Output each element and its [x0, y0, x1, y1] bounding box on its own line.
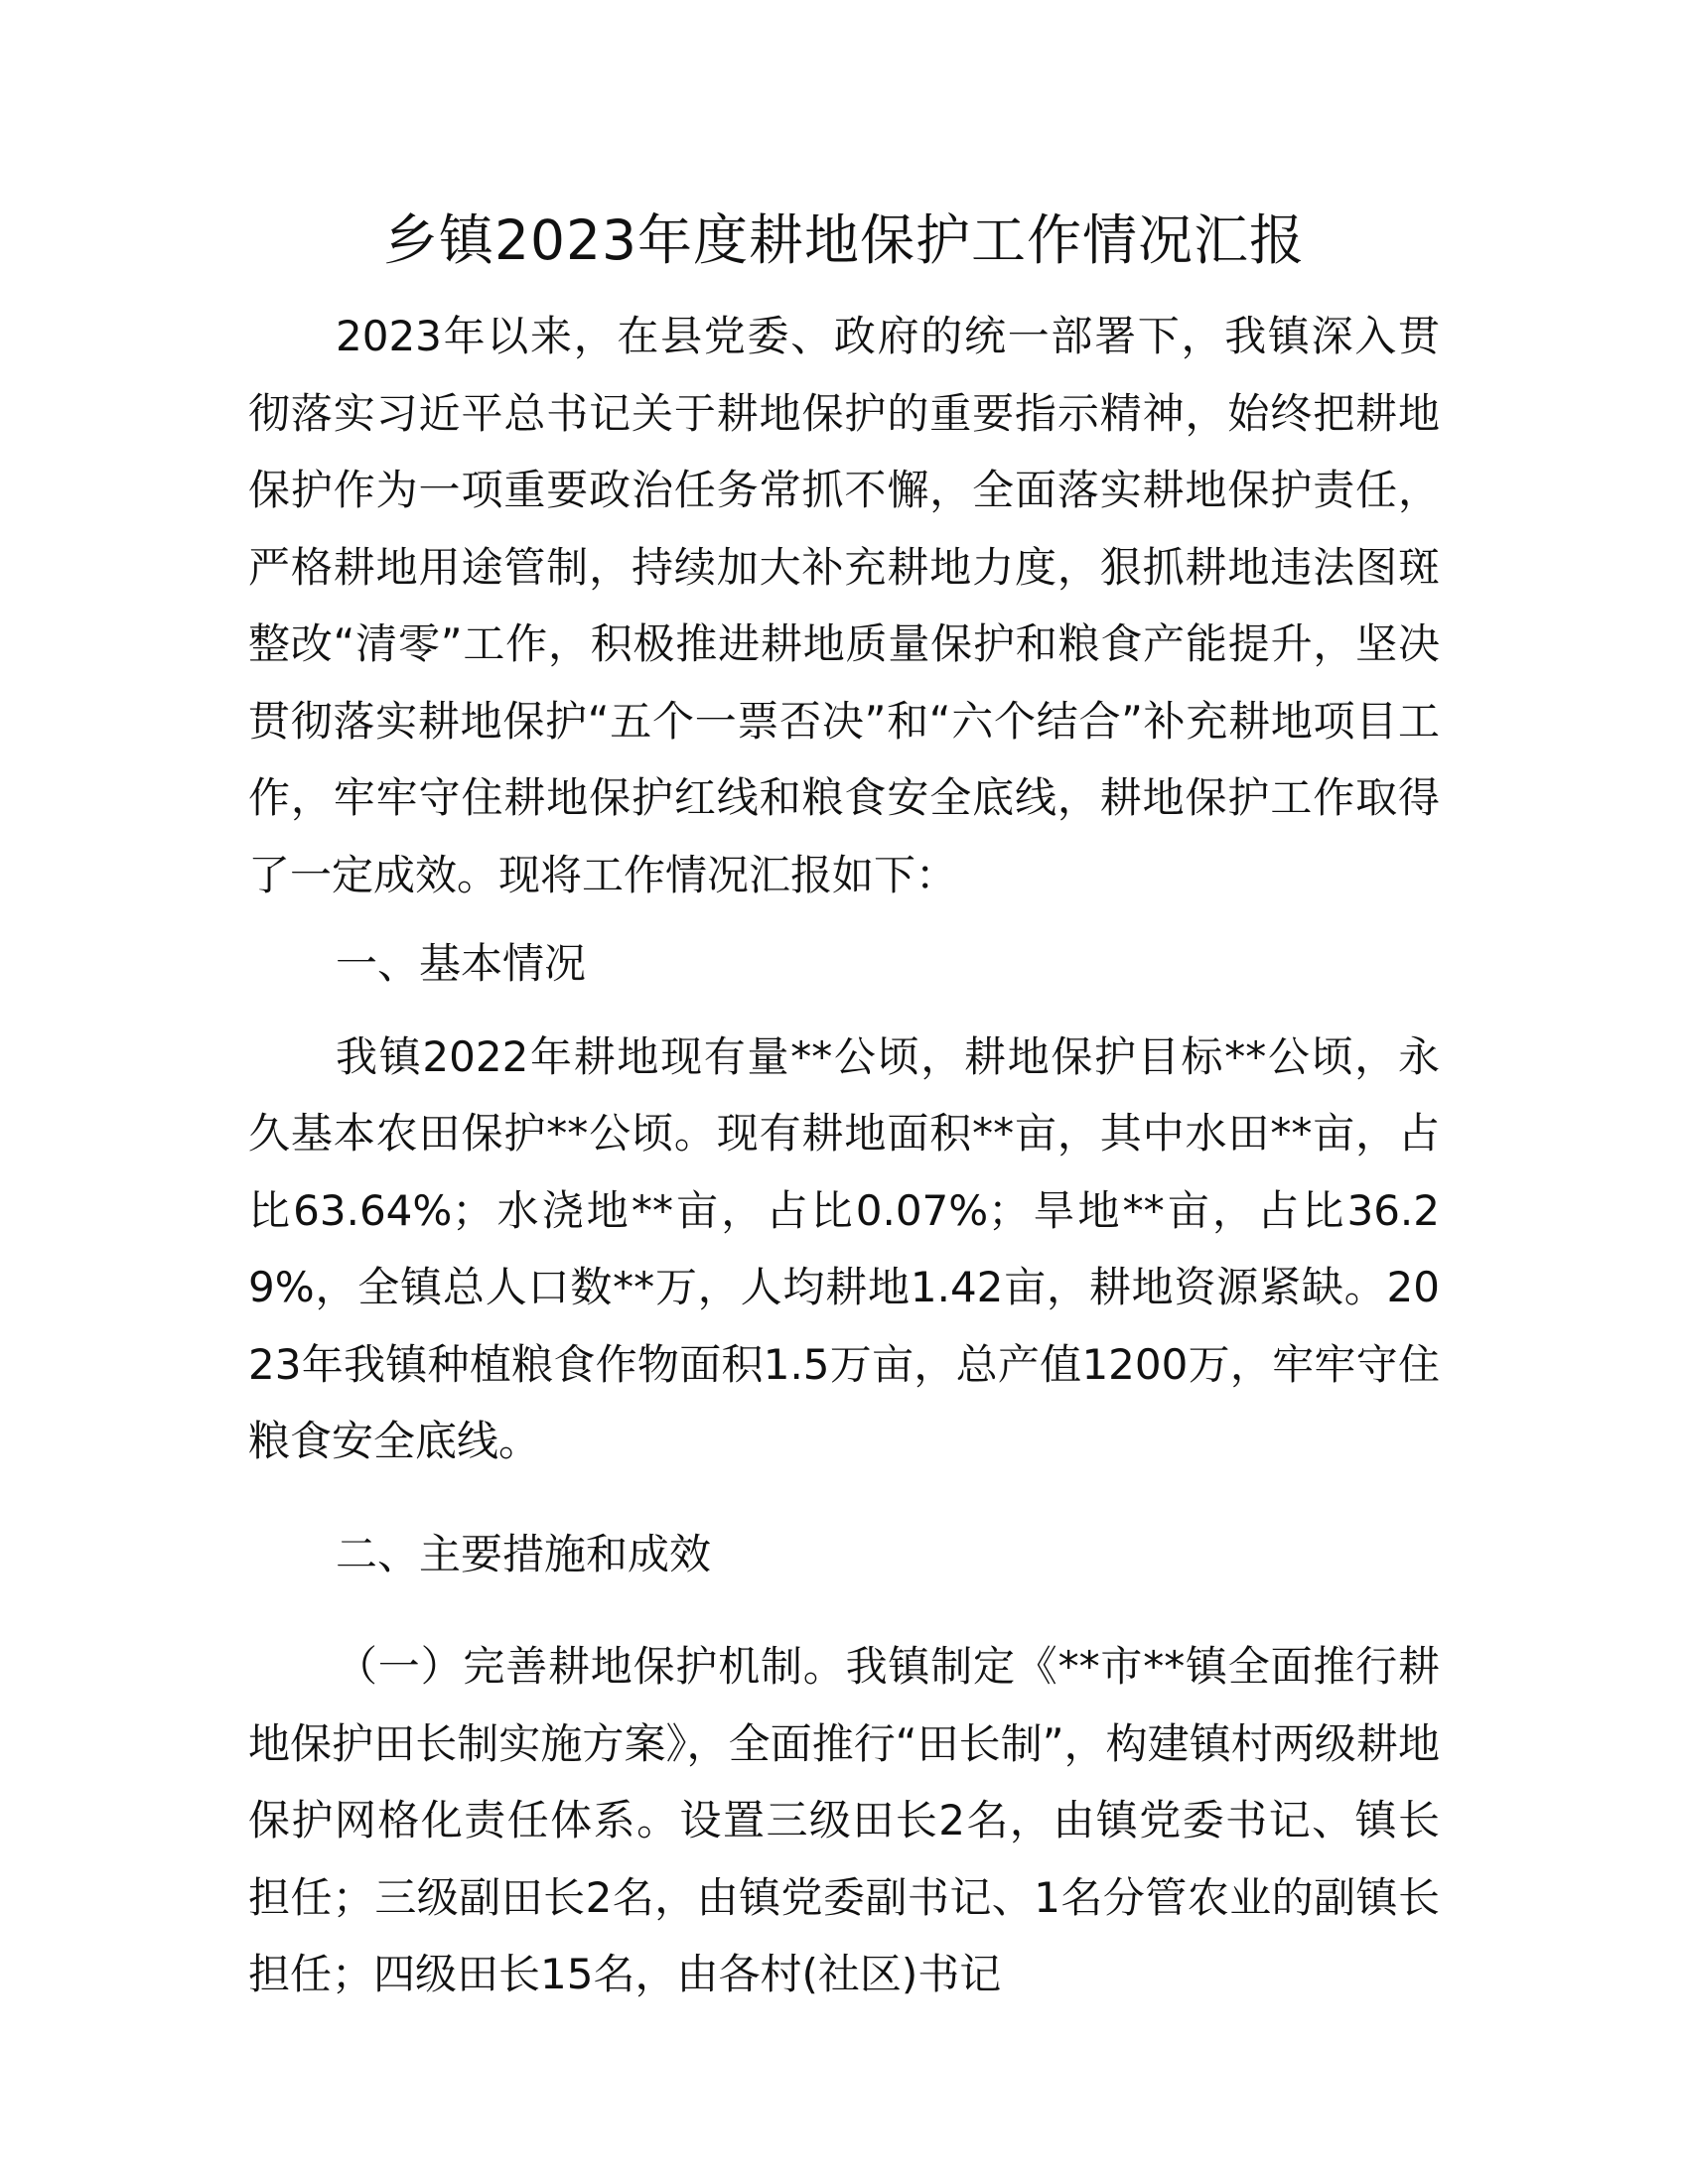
basic-info-paragraph: 我镇2022年耕地现有量**公顷，耕地保护目标**公顷，永久基本农田保护**公顷。现有耕地面积**亩，其中水田**亩，占比63.64%；水浇地**亩，占比0.07%；旱地**亩，占比36.29%，全镇总人口数**万，人均耕地1.42亩，耕地资源紧缺。2023年我镇种植粮食作物面积1.5万亩，总产值1200万，牢牢守住粮食安全底线。 [248, 1031, 1440, 1465]
spacer [248, 913, 1440, 925]
intro-paragraph: 2023年以来，在县党委、政府的统一部署下，我镇深入贯彻落实习近平总书记关于耕地保护的重要指示精神，始终把耕地保护作为一项重要政治任务常抓不懈，全面落实耕地保护责任，严格耕地用途管制，持续加大补充耕地力度，狠抓耕地违法图斑整改“清零”工作，积极推进耕地质量保护和粮食产能提升，坚决贯彻落实耕地保护“五个一票否决”和“六个结合”补充耕地项目工作，牢牢守住耕地保护红线和粮食安全底线，耕地保护工作取得了一定成效。现将工作情况汇报如下： [248, 312, 1440, 899]
spacer [248, 1003, 1440, 1019]
section-heading-measures: 二、主要措施和成效 [336, 1529, 712, 1578]
document-title: 乡镇2023年度耕地保护工作情况汇报 [383, 208, 1305, 272]
document-body [248, 298, 1440, 2013]
spacer [248, 1480, 1440, 1516]
measures-item-1-paragraph: （一）完善耕地保护机制。我镇制定《**市**镇全面推行耕地保护田长制实施方案》，全面推行“田长制”，构建镇村两级耕地保护网格化责任体系。设置三级田长2名，由镇党委书记、镇长担任；三级副田长2名，由镇党委副书记、1名分管农业的副镇长担任；四级田长15名，由各村(社区)书记 [248, 1642, 1440, 1998]
spacer [248, 1592, 1440, 1628]
section-heading-basic-info: 一、基本情况 [336, 939, 587, 988]
